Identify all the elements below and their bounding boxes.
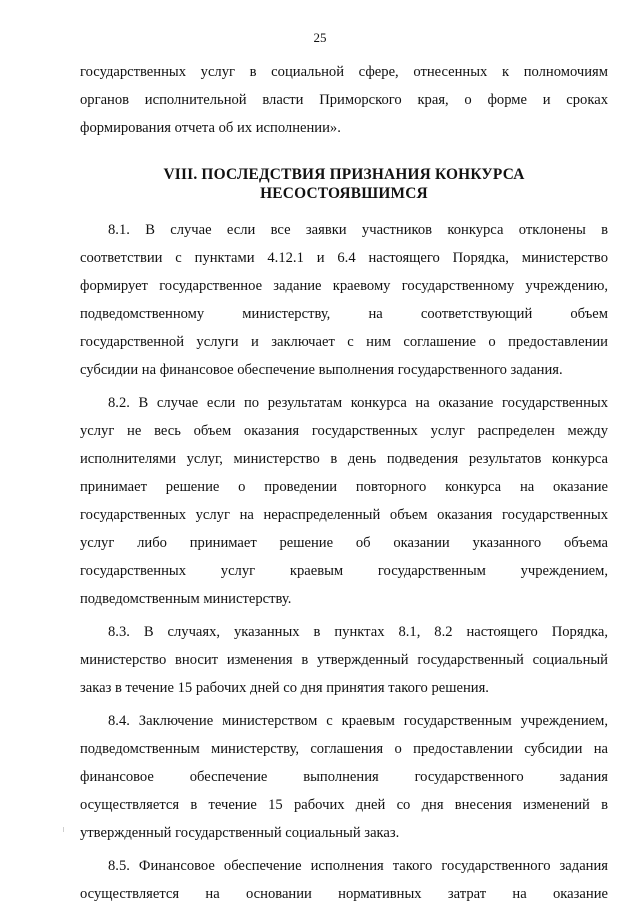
text-line: 8.3. В случаях, указанных в пунктах 8.1, 8.2 настоящего Порядка,: [108, 624, 608, 640]
text-line: 8.5. Финансовое обеспечение исполнения такого государственного задания: [108, 858, 608, 874]
scan-edge-mark: [63, 827, 64, 832]
text-line: соответствии с пунктами 4.12.1 и 6.4 настоящего Порядка, министерство: [80, 250, 608, 266]
text-line: подведомственному министерству, на соответствующий объем: [80, 306, 608, 322]
intro-paragraph: [80, 58, 608, 142]
text-line: государственных услуг краевым государственным учреждением,: [80, 563, 608, 579]
section-heading-line: НЕСОСТОЯВШИМСЯ: [260, 185, 428, 202]
text-line: подведомственным министерству, соглашения о предоставлении субсидии на: [80, 741, 608, 757]
text-line: осуществляется в течение 15 рабочих дней со дня внесения изменений в: [80, 797, 608, 813]
text-line: 8.4. Заключение министерством с краевым государственным учреждением,: [108, 713, 608, 729]
text-line: заказ в течение 15 рабочих дней со дня принятия такого решения.: [80, 680, 489, 696]
text-line: финансовое обеспечение выполнения государственного задания: [80, 769, 608, 785]
text-line: государственной услуги и заключает с ним соглашение о предоставлении: [80, 334, 608, 350]
text-line: утвержденный государственный социальный заказ.: [80, 825, 400, 841]
text-line: формирует государственное задание краевому государственному учреждению,: [80, 278, 608, 294]
paragraph-8-5: [80, 852, 608, 908]
paragraph-8-4: [80, 707, 608, 847]
text-line: 8.1. В случае если все заявки участников конкурса отклонены в: [108, 222, 608, 238]
text-line: субсидии на финансовое обеспечение выполнения государственного задания.: [80, 362, 563, 378]
text-line: услуг не весь объем оказания государственных услуг распределен между: [80, 423, 608, 439]
text-line: министерство вносит изменения в утвержденный государственный социальный: [80, 652, 608, 668]
text-line: принимает решение о проведении повторного конкурса на оказание: [80, 479, 608, 495]
text-line: органов исполнительной власти Приморского края, о форме и сроках: [80, 92, 608, 108]
text-line: государственных услуг в социальной сфере, отнесенных к полномочиям: [80, 64, 608, 80]
paragraph-8-2: [80, 389, 608, 613]
text-line: осуществляется на основании нормативных затрат на оказание: [80, 886, 608, 902]
text-line: формирования отчета об их исполнении».: [80, 120, 341, 136]
text-line: 8.2. В случае если по результатам конкурса на оказание государственных: [108, 395, 608, 411]
page-number: 25: [313, 30, 327, 45]
text-line: исполнителями услуг, министерство в день подведения результатов конкурса: [80, 451, 608, 467]
section-heading: [80, 165, 608, 203]
section-heading-line: VIII. ПОСЛЕДСТВИЯ ПРИЗНАНИЯ КОНКУРСА: [163, 166, 525, 183]
paragraph-8-1: [80, 216, 608, 384]
text-line: государственных услуг на нераспределенный объем оказания государственных: [80, 507, 608, 523]
paragraph-8-3: [80, 618, 608, 702]
text-line: услуг либо принимает решение об оказании указанного объема: [80, 535, 608, 551]
text-line: подведомственным министерству.: [80, 591, 292, 607]
document-body: [80, 58, 608, 913]
